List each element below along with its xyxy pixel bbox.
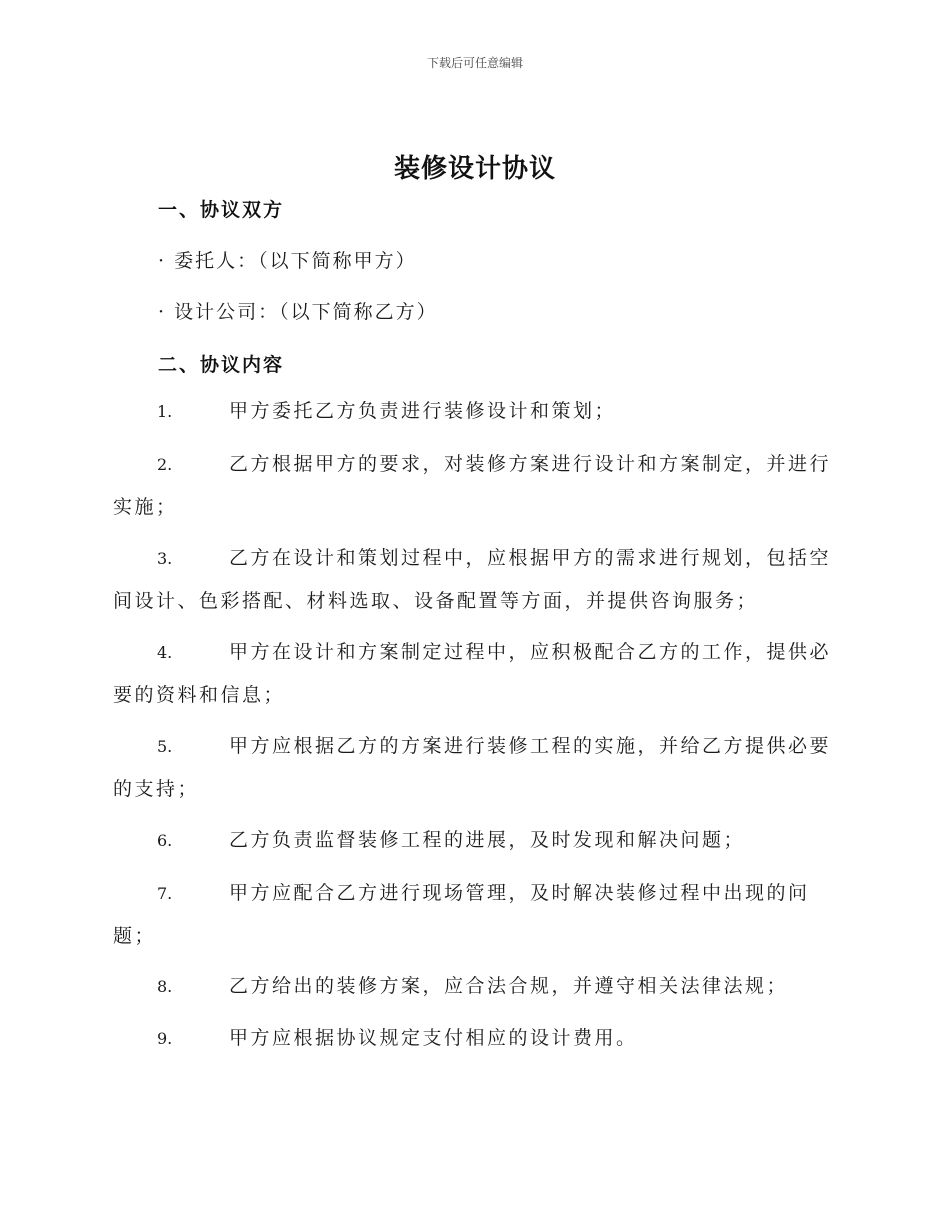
clause-item	[113, 872, 833, 958]
clause-item	[113, 443, 833, 529]
clause-number: 5.	[157, 737, 173, 756]
clause-text-continued: 题；	[113, 925, 157, 947]
clause-text: 甲方应根据协议规定支付相应的设计费用。	[229, 1027, 638, 1049]
clause-number: 8.	[157, 977, 173, 996]
clause-text: 甲方委托乙方负责进行装修设计和策划；	[229, 400, 617, 422]
document-title: 装修设计协议	[393, 154, 556, 184]
clause-item	[113, 537, 833, 623]
clause-text: 乙方负责监督装修工程的进展，及时发现和解决问题；	[229, 829, 746, 851]
section-heading-content: 二、协议内容	[158, 354, 285, 376]
clause-item	[113, 631, 833, 717]
party-client-line: · 委托人：（以下简称甲方）	[158, 250, 417, 272]
clause-item	[113, 819, 833, 862]
clause-text: 甲方应配合乙方进行现场管理，及时解决装修过程中出现的问	[229, 882, 810, 904]
clause-number: 4.	[157, 643, 173, 662]
clause-text: 甲方应根据乙方的方案进行装修工程的实施，并给乙方提供必要	[229, 735, 832, 757]
page-header-note: 下载后可任意编辑	[426, 56, 523, 70]
clause-number: 2.	[157, 455, 173, 474]
clause-number: 7.	[157, 884, 173, 903]
clause-text-continued: 间设计、色彩搭配、材料选取、设备配置等方面，并提供咨询服务；	[113, 590, 759, 612]
section-heading-parties: 一、协议双方	[158, 199, 285, 221]
clause-number: 9.	[157, 1029, 173, 1048]
clause-number: 1.	[157, 402, 173, 421]
clause-text-continued: 的支持；	[113, 778, 200, 800]
party-designer-line: · 设计公司：（以下简称乙方）	[158, 301, 438, 323]
clause-item	[113, 965, 833, 1008]
clause-item	[113, 1017, 833, 1060]
clause-text: 乙方给出的装修方案，应合法合规，并遵守相关法律法规；	[229, 975, 789, 997]
clause-text-continued: 要的资料和信息；	[113, 684, 286, 706]
clause-text: 乙方根据甲方的要求，对装修方案进行设计和方案制定，并进行	[229, 453, 832, 475]
clause-item	[113, 725, 833, 811]
clause-text-continued: 实施；	[113, 496, 178, 518]
clause-item	[113, 390, 833, 433]
clause-text: 甲方在设计和方案制定过程中，应积极配合乙方的工作，提供必	[229, 641, 832, 663]
clause-number: 3.	[157, 549, 173, 568]
clause-number: 6.	[157, 831, 173, 850]
clause-text: 乙方在设计和策划过程中，应根据甲方的需求进行规划，包括空	[229, 547, 832, 569]
